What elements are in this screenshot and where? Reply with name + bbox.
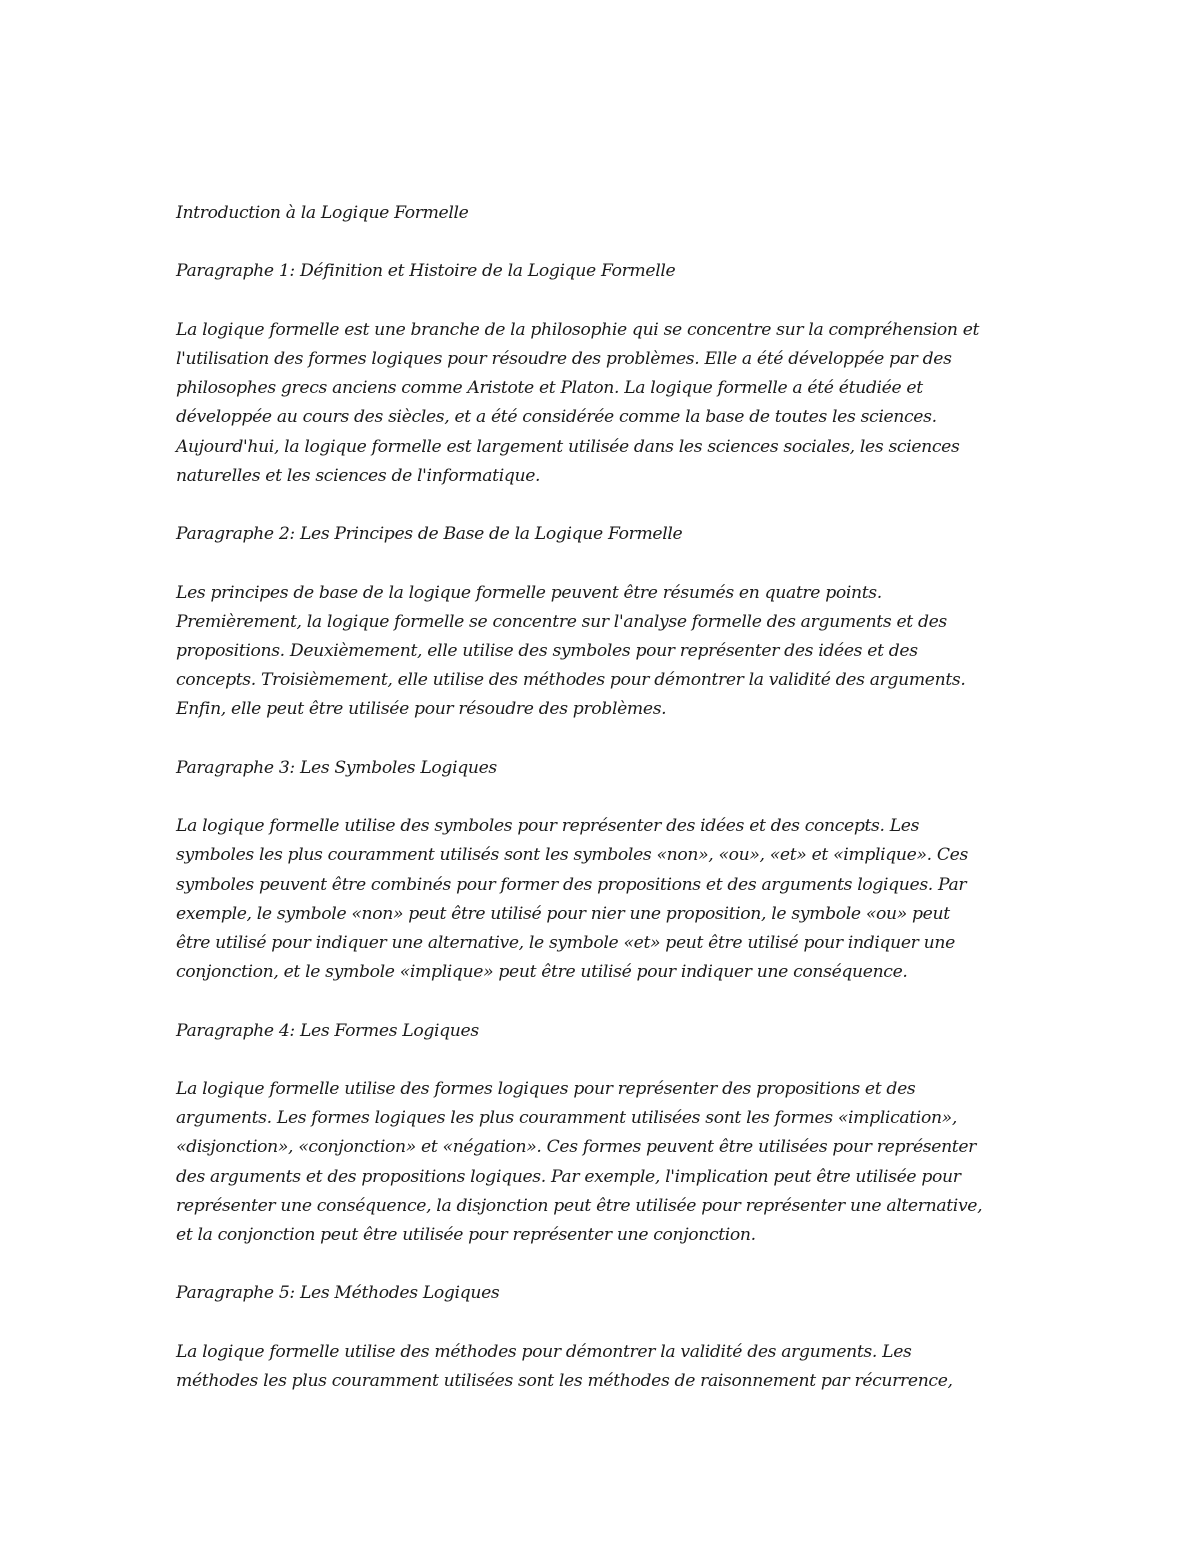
section-heading: Paragraphe 5: Les Méthodes Logiques: [176, 1283, 500, 1304]
spacer: [176, 228, 1036, 257]
spacer: [176, 783, 1036, 812]
paragraph-line: naturelles et les sciences de l'informatique.: [176, 465, 541, 486]
paragraph-line: arguments. Les formes logiques les plus couramment utilisées sont les formes «implication»,: [176, 1108, 957, 1129]
paragraph-line: La logique formelle est une branche de la philosophie qui se concentre sur la compréhension et: [176, 319, 980, 340]
paragraph: [176, 1338, 1036, 1396]
document-page: [176, 199, 1036, 1396]
spacer: [176, 549, 1036, 578]
paragraph-line: représenter une conséquence, la disjonction peut être utilisée pour représenter une alternative,: [176, 1195, 983, 1216]
paragraph-line: Aujourd'hui, la logique formelle est largement utilisée dans les sciences sociales, les sciences: [176, 436, 960, 457]
section-2: [176, 520, 1036, 754]
paragraph-line: méthodes les plus couramment utilisées sont les méthodes de raisonnement par récurrence,: [176, 1370, 953, 1391]
spacer: [176, 987, 1036, 1016]
spacer: [176, 725, 1036, 754]
paragraph-line: et la conjonction peut être utilisée pour représenter une conjonction.: [176, 1224, 756, 1245]
document-title: Introduction à la Logique Formelle: [176, 203, 469, 223]
paragraph-line: exemple, le symbole «non» peut être utilisé pour nier une proposition, le symbole «ou» peut: [176, 903, 950, 924]
paragraph-line: «disjonction», «conjonction» et «négation». Ces formes peuvent être utilisées pour représenter: [176, 1137, 977, 1158]
section-heading: Paragraphe 2: Les Principes de Base de la Logique Formelle: [176, 524, 683, 545]
paragraph-line: Les principes de base de la logique formelle peuvent être résumés en quatre points.: [176, 582, 882, 603]
paragraph-line: symboles les plus couramment utilisés sont les symboles «non», «ou», «et» et «implique». Ces: [176, 845, 968, 866]
paragraph-line: propositions. Deuxièmement, elle utilise des symboles pour représenter des idées et des: [176, 640, 918, 661]
section-1: [176, 257, 1036, 520]
section-heading: Paragraphe 3: Les Symboles Logiques: [176, 757, 497, 778]
paragraph-line: La logique formelle utilise des méthodes pour démontrer la validité des arguments. Les: [176, 1341, 912, 1362]
paragraph: [176, 1075, 1036, 1250]
section-3: [176, 754, 1036, 1017]
spacer: [176, 491, 1036, 520]
section-heading: Paragraphe 1: Définition et Histoire de la Logique Formelle: [176, 261, 676, 282]
paragraph-line: La logique formelle utilise des symboles pour représenter des idées et des concepts. Les: [176, 816, 920, 837]
paragraph: [176, 812, 1036, 987]
paragraph-line: Enfin, elle peut être utilisée pour résoudre des problèmes.: [176, 699, 667, 720]
spacer: [176, 1250, 1036, 1279]
paragraph: [176, 316, 1036, 491]
paragraph-line: être utilisé pour indiquer une alternative, le symbole «et» peut être utilisé pour indiquer une: [176, 932, 955, 953]
paragraph-line: conjonction, et le symbole «implique» peut être utilisé pour indiquer une conséquence.: [176, 962, 908, 983]
paragraph: [176, 579, 1036, 725]
spacer: [176, 287, 1036, 316]
paragraph-line: La logique formelle utilise des formes logiques pour représenter des propositions et des: [176, 1078, 916, 1099]
section-5: [176, 1279, 1036, 1396]
paragraph-line: développée au cours des siècles, et a été considérée comme la base de toutes les sciences.: [176, 407, 937, 428]
paragraph-line: philosophes grecs anciens comme Aristote et Platon. La logique formelle a été étudiée et: [176, 378, 923, 399]
section-4: [176, 1017, 1036, 1280]
spacer: [176, 1309, 1036, 1338]
paragraph-line: l'utilisation des formes logiques pour résoudre des problèmes. Elle a été développée par des: [176, 348, 952, 369]
paragraph-line: concepts. Troisièmement, elle utilise des méthodes pour démontrer la validité des arguments.: [176, 670, 966, 691]
paragraph-line: des arguments et des propositions logiques. Par exemple, l'implication peut être utilisée pour: [176, 1166, 961, 1187]
spacer: [176, 1046, 1036, 1075]
section-heading: Paragraphe 4: Les Formes Logiques: [176, 1020, 479, 1041]
paragraph-line: Premièrement, la logique formelle se concentre sur l'analyse formelle des arguments et des: [176, 611, 947, 632]
paragraph-line: symboles peuvent être combinés pour former des propositions et des arguments logiques. Par: [176, 874, 967, 895]
